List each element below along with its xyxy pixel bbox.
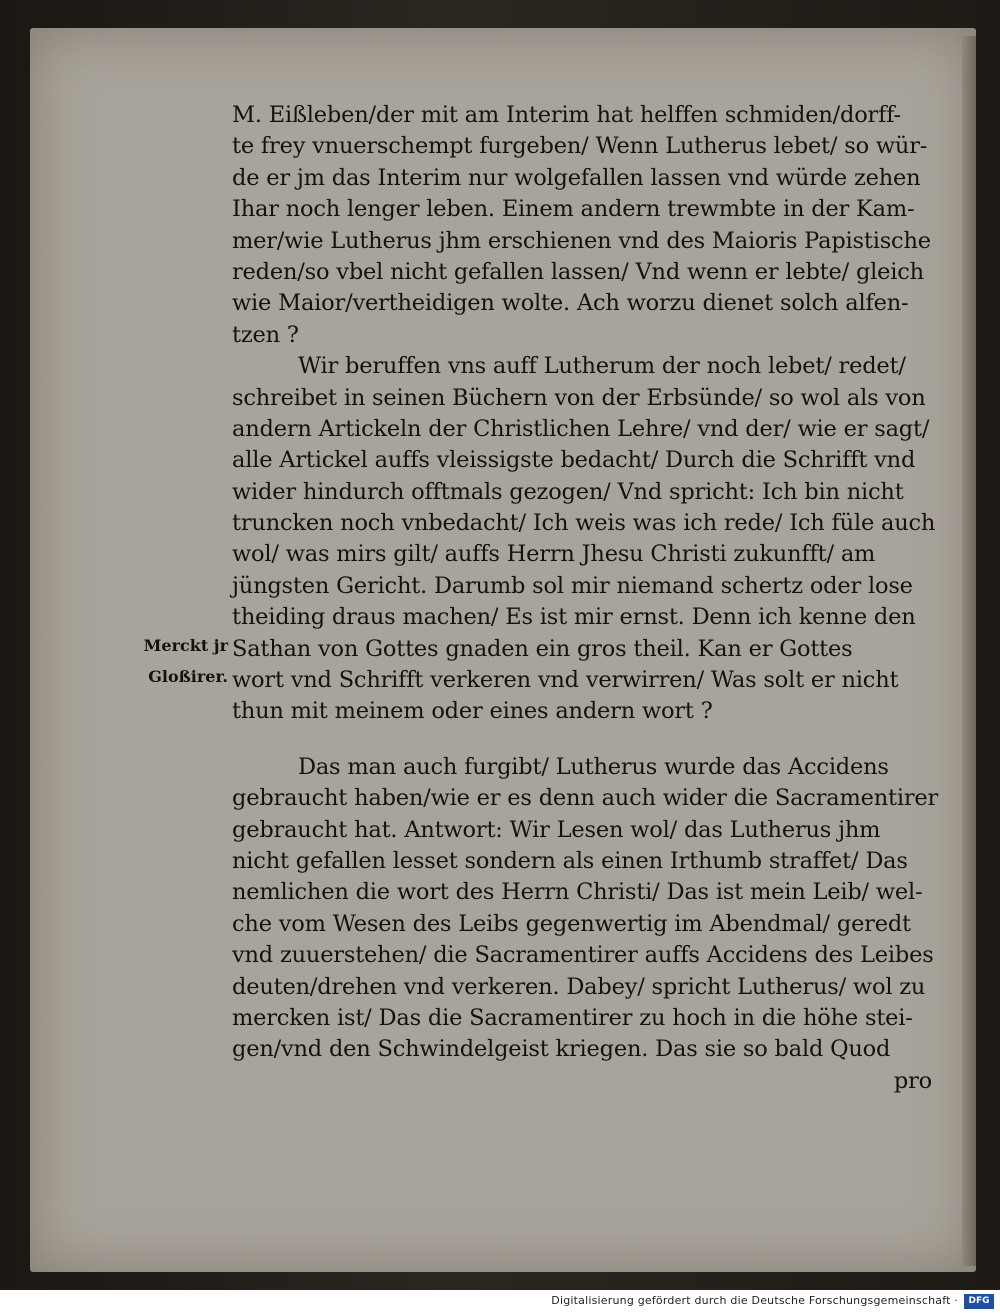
paragraph-2 (232, 351, 936, 728)
text-line: wider hindurch offtmals gezogen/ Vnd spricht: Ich bin nicht (232, 478, 904, 505)
text-line: schreibet in seinen Büchern von der Erbsünde/ so wol als von (232, 384, 926, 411)
text-line: gen/vnd den Schwindelgeist kriegen. Das sie so bald Quod (232, 1036, 891, 1063)
text-line: gebraucht haben/wie er es denn auch wider die Sacramentirer (232, 785, 939, 812)
text-line: Ihar noch lenger leben. Einem andern trewmbte in der Kam- (232, 196, 915, 223)
text-line: alle Artickel auffs vleissigste bedacht/ Durch die Schrifft vnd (232, 447, 916, 474)
text-line: andern Artickeln der Christlichen Lehre/ vnd der/ wie er sagt/ (232, 415, 930, 442)
catchword: pro (893, 1067, 932, 1094)
text-line: te frey vnuerschempt furgeben/ Wenn Lutherus lebet/ so wür- (232, 133, 928, 160)
margin-note (108, 630, 228, 692)
text-line: wort vnd Schrifft verkeren vnd verwirren/ Was solt er nicht (232, 667, 899, 694)
paragraph-3 (232, 752, 939, 1066)
paragraph-1 (232, 100, 932, 351)
text-line: Das man auch furgibt/ Lutherus wurde das Accidens (298, 753, 889, 780)
body-text (232, 100, 939, 1097)
text-line: mercken ist/ Das die Sacramentirer zu hoch in die höhe stei- (232, 1004, 913, 1031)
margin-note-line: Gloßirer. (148, 667, 228, 686)
text-line: Wir beruffen vns auff Lutherum der noch lebet/ redet/ (298, 353, 906, 380)
text-line: wol/ was mirs gilt/ auffs Herrn Jhesu Christi zukunfft/ am (232, 541, 876, 568)
text-line: theiding draus machen/ Es ist mir ernst. Denn ich kenne den (232, 604, 916, 631)
text-line: vnd zuuerstehen/ die Sacramentirer auffs Accidens des Leibes (232, 942, 934, 969)
text-line: gebraucht hat. Antwort: Wir Lesen wol/ das Lutherus jhm (232, 816, 881, 843)
text-line: M. Eißleben/der mit am Interim hat helffen schmiden/dorff- (232, 102, 901, 128)
footer-bar (0, 1291, 1000, 1313)
paragraph-gap (232, 728, 932, 752)
text-line: tzen ? (232, 321, 299, 348)
dfg-logo: DFG (964, 1294, 994, 1309)
text-line: truncken noch vnbedacht/ Ich weis was ich rede/ Ich füle auch (232, 510, 936, 537)
page-edge (962, 36, 976, 1266)
footer-credit: Digitalisierung gefördert durch die Deutsche Forschungsgemeinschaft · (551, 1294, 958, 1307)
text-line: de er jm das Interim nur wolgefallen lassen vnd würde zehen (232, 164, 921, 191)
text-line: mer/wie Lutherus jhm erschienen vnd des Maioris Papistische (232, 227, 931, 254)
text-line: nemlichen die wort des Herrn Christi/ Das ist mein Leib/ wel- (232, 879, 923, 906)
text-line: jüngsten Gericht. Darumb sol mir niemand schertz oder lose (232, 572, 913, 599)
text-line: wie Maior/vertheidigen wolte. Ach worzu dienet solch alfen- (232, 290, 909, 317)
text-line: che vom Wesen des Leibs gegenwertig im Abendmal/ geredt (232, 910, 911, 937)
text-line: Sathan von Gottes gnaden ein gros theil. Kan er Gottes (232, 635, 853, 662)
text-line: thun mit meinem oder eines andern wort ? (232, 698, 713, 725)
text-line: deuten/drehen vnd verkeren. Dabey/ spricht Lutherus/ wol zu (232, 973, 926, 1000)
text-line: nicht gefallen lesset sondern als einen Irthumb straffet/ Das (232, 847, 908, 874)
text-line: reden/so vbel nicht gefallen lassen/ Vnd wenn er lebte/ gleich (232, 258, 924, 285)
margin-note-line: Merckt jr (143, 636, 228, 655)
